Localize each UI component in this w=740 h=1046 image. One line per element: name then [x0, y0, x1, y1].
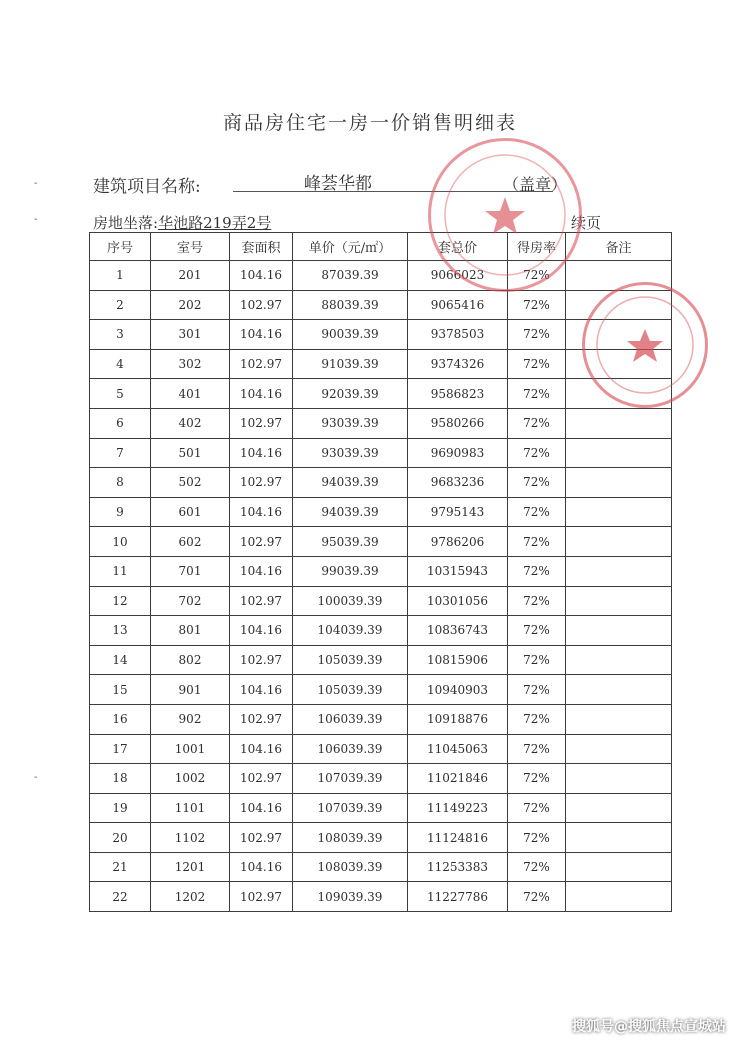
cell-unit-price: 99039.39	[293, 556, 408, 586]
cell-total-price: 10836743	[408, 616, 508, 646]
cell-remarks	[566, 586, 672, 616]
cell-remarks	[566, 527, 672, 557]
project-name: 峰荟华都	[304, 174, 372, 194]
header-remarks: 备注	[566, 233, 672, 261]
table-header-row	[90, 233, 672, 261]
cell-area: 104.16	[230, 438, 293, 468]
cell-room: 602	[151, 527, 230, 557]
table-row	[90, 882, 672, 912]
continued-label: 续页	[571, 214, 602, 232]
cell-total-price: 9065416	[408, 290, 508, 320]
cell-total-price: 10918876	[408, 704, 508, 734]
cell-total-price: 9580266	[408, 408, 508, 438]
cell-total-price: 11253383	[408, 852, 508, 882]
red-star-seal-icon	[585, 285, 705, 405]
table-row	[90, 675, 672, 705]
cell-unit-price: 108039.39	[293, 823, 408, 853]
address-value: 华池路219弄2号	[158, 214, 272, 232]
header-total-price: 套总价	[408, 233, 508, 261]
cell-total-price: 9795143	[408, 497, 508, 527]
header-area: 套面积	[230, 233, 293, 261]
cell-total-price: 9683236	[408, 468, 508, 498]
cell-seq: 10	[90, 527, 151, 557]
cell-efficiency: 72%	[508, 261, 566, 291]
cell-remarks	[566, 882, 672, 912]
cell-area: 104.16	[230, 616, 293, 646]
cell-total-price: 10301056	[408, 586, 508, 616]
cell-seq: 11	[90, 556, 151, 586]
header-efficiency: 得房率	[508, 233, 566, 261]
cell-seq: 14	[90, 645, 151, 675]
cell-seq: 3	[90, 320, 151, 350]
table-row	[90, 704, 672, 734]
cell-room: 502	[151, 468, 230, 498]
watermark: 搜狐号@搜狐焦点宣城站	[572, 1019, 726, 1035]
cell-unit-price: 95039.39	[293, 527, 408, 557]
cell-room: 701	[151, 556, 230, 586]
cell-remarks	[566, 704, 672, 734]
cell-total-price: 11045063	[408, 734, 508, 764]
cell-remarks	[566, 468, 672, 498]
cell-area: 104.16	[230, 734, 293, 764]
cell-seq: 21	[90, 852, 151, 882]
header-room: 室号	[151, 233, 230, 261]
cell-area: 102.97	[230, 586, 293, 616]
cell-efficiency: 72%	[508, 823, 566, 853]
header-seq: 序号	[90, 233, 151, 261]
cell-unit-price: 91039.39	[293, 349, 408, 379]
margin-mark: -	[34, 772, 38, 783]
cell-total-price: 9374326	[408, 349, 508, 379]
cell-unit-price: 94039.39	[293, 468, 408, 498]
cell-room: 802	[151, 645, 230, 675]
cell-efficiency: 72%	[508, 497, 566, 527]
cell-efficiency: 72%	[508, 438, 566, 468]
cell-efficiency: 72%	[508, 704, 566, 734]
cell-room: 601	[151, 497, 230, 527]
cell-room: 202	[151, 290, 230, 320]
cell-efficiency: 72%	[508, 320, 566, 350]
cell-efficiency: 72%	[508, 734, 566, 764]
cell-unit-price: 104039.39	[293, 616, 408, 646]
cell-total-price: 11021846	[408, 764, 508, 794]
cell-seq: 4	[90, 349, 151, 379]
cell-area: 104.16	[230, 261, 293, 291]
margin-mark: -	[34, 178, 38, 189]
cell-area: 104.16	[230, 793, 293, 823]
cell-area: 104.16	[230, 675, 293, 705]
cell-area: 102.97	[230, 527, 293, 557]
table-row	[90, 586, 672, 616]
cell-room: 501	[151, 438, 230, 468]
cell-unit-price: 93039.39	[293, 408, 408, 438]
cell-remarks	[566, 852, 672, 882]
cell-remarks	[566, 616, 672, 646]
cell-room: 702	[151, 586, 230, 616]
header-unit-price: 单价（元/㎡）	[293, 233, 408, 261]
cell-area: 104.16	[230, 497, 293, 527]
table-row	[90, 734, 672, 764]
cell-seq: 15	[90, 675, 151, 705]
cell-efficiency: 72%	[508, 556, 566, 586]
table-row	[90, 852, 672, 882]
cell-area: 104.16	[230, 852, 293, 882]
cell-area: 102.97	[230, 468, 293, 498]
cell-efficiency: 72%	[508, 675, 566, 705]
cell-unit-price: 87039.39	[293, 261, 408, 291]
cell-total-price: 11124816	[408, 823, 508, 853]
cell-area: 102.97	[230, 823, 293, 853]
cell-area: 104.16	[230, 379, 293, 409]
table-row	[90, 823, 672, 853]
cell-area: 102.97	[230, 349, 293, 379]
cell-unit-price: 93039.39	[293, 438, 408, 468]
cell-room: 1001	[151, 734, 230, 764]
cell-unit-price: 106039.39	[293, 734, 408, 764]
cell-seq: 18	[90, 764, 151, 794]
cell-seq: 22	[90, 882, 151, 912]
cell-seq: 1	[90, 261, 151, 291]
address-label: 房地坐落:	[93, 214, 159, 232]
cell-area: 102.97	[230, 764, 293, 794]
cell-total-price: 10315943	[408, 556, 508, 586]
cell-unit-price: 109039.39	[293, 882, 408, 912]
cell-unit-price: 105039.39	[293, 675, 408, 705]
cell-efficiency: 72%	[508, 408, 566, 438]
cell-seq: 5	[90, 379, 151, 409]
cell-remarks	[566, 793, 672, 823]
cell-room: 1201	[151, 852, 230, 882]
table-row	[90, 793, 672, 823]
cell-seq: 8	[90, 468, 151, 498]
cell-total-price: 11149223	[408, 793, 508, 823]
cell-room: 801	[151, 616, 230, 646]
cell-remarks	[566, 438, 672, 468]
cell-room: 401	[151, 379, 230, 409]
cell-unit-price: 94039.39	[293, 497, 408, 527]
cell-seq: 19	[90, 793, 151, 823]
cell-remarks	[566, 734, 672, 764]
cell-seq: 6	[90, 408, 151, 438]
table-row	[90, 764, 672, 794]
cell-total-price: 10940903	[408, 675, 508, 705]
table-row	[90, 438, 672, 468]
cell-efficiency: 72%	[508, 882, 566, 912]
page-title: 商品房住宅一房一价销售明细表	[222, 112, 517, 134]
cell-seq: 2	[90, 290, 151, 320]
cell-seq: 9	[90, 497, 151, 527]
address-line	[93, 212, 271, 233]
seal-bureau	[582, 282, 708, 408]
cell-unit-price: 106039.39	[293, 704, 408, 734]
cell-remarks	[566, 645, 672, 675]
cell-efficiency: 72%	[508, 290, 566, 320]
cell-remarks	[566, 675, 672, 705]
cell-seq: 16	[90, 704, 151, 734]
cell-total-price: 9586823	[408, 379, 508, 409]
seal-note: （盖章）	[503, 175, 568, 194]
cell-area: 104.16	[230, 556, 293, 586]
cell-area: 102.97	[230, 408, 293, 438]
table-row	[90, 616, 672, 646]
cell-efficiency: 72%	[508, 527, 566, 557]
cell-area: 102.97	[230, 290, 293, 320]
cell-room: 1002	[151, 764, 230, 794]
table-row	[90, 556, 672, 586]
cell-remarks	[566, 764, 672, 794]
cell-unit-price: 92039.39	[293, 379, 408, 409]
cell-total-price: 9066023	[408, 261, 508, 291]
cell-efficiency: 72%	[508, 764, 566, 794]
cell-area: 102.97	[230, 704, 293, 734]
cell-remarks	[566, 408, 672, 438]
cell-unit-price: 100039.39	[293, 586, 408, 616]
cell-seq: 7	[90, 438, 151, 468]
cell-room: 902	[151, 704, 230, 734]
cell-efficiency: 72%	[508, 645, 566, 675]
cell-unit-price: 108039.39	[293, 852, 408, 882]
cell-room: 301	[151, 320, 230, 350]
cell-seq: 20	[90, 823, 151, 853]
cell-efficiency: 72%	[508, 793, 566, 823]
cell-seq: 13	[90, 616, 151, 646]
seal-developer	[428, 138, 582, 292]
cell-unit-price: 88039.39	[293, 290, 408, 320]
cell-total-price: 9378503	[408, 320, 508, 350]
cell-room: 302	[151, 349, 230, 379]
cell-unit-price: 107039.39	[293, 793, 408, 823]
cell-room: 1101	[151, 793, 230, 823]
cell-seq: 17	[90, 734, 151, 764]
table-row	[90, 527, 672, 557]
cell-efficiency: 72%	[508, 852, 566, 882]
cell-remarks	[566, 497, 672, 527]
cell-unit-price: 107039.39	[293, 764, 408, 794]
cell-efficiency: 72%	[508, 349, 566, 379]
cell-total-price: 11227786	[408, 882, 508, 912]
cell-area: 102.97	[230, 645, 293, 675]
cell-room: 901	[151, 675, 230, 705]
cell-unit-price: 90039.39	[293, 320, 408, 350]
cell-room: 1202	[151, 882, 230, 912]
cell-total-price: 9690983	[408, 438, 508, 468]
cell-unit-price: 105039.39	[293, 645, 408, 675]
margin-mark: -	[34, 214, 38, 225]
table-row	[90, 645, 672, 675]
table-row	[90, 468, 672, 498]
cell-efficiency: 72%	[508, 586, 566, 616]
cell-remarks	[566, 556, 672, 586]
cell-efficiency: 72%	[508, 468, 566, 498]
cell-room: 402	[151, 408, 230, 438]
cell-efficiency: 72%	[508, 616, 566, 646]
table-row	[90, 497, 672, 527]
table-row	[90, 408, 672, 438]
cell-total-price: 10815906	[408, 645, 508, 675]
cell-seq: 12	[90, 586, 151, 616]
project-label: 建筑项目名称:	[93, 177, 201, 197]
red-star-seal-icon	[431, 141, 579, 289]
cell-room: 201	[151, 261, 230, 291]
cell-room: 1102	[151, 823, 230, 853]
cell-efficiency: 72%	[508, 379, 566, 409]
cell-area: 102.97	[230, 882, 293, 912]
cell-remarks	[566, 823, 672, 853]
cell-total-price: 9786206	[408, 527, 508, 557]
cell-area: 104.16	[230, 320, 293, 350]
